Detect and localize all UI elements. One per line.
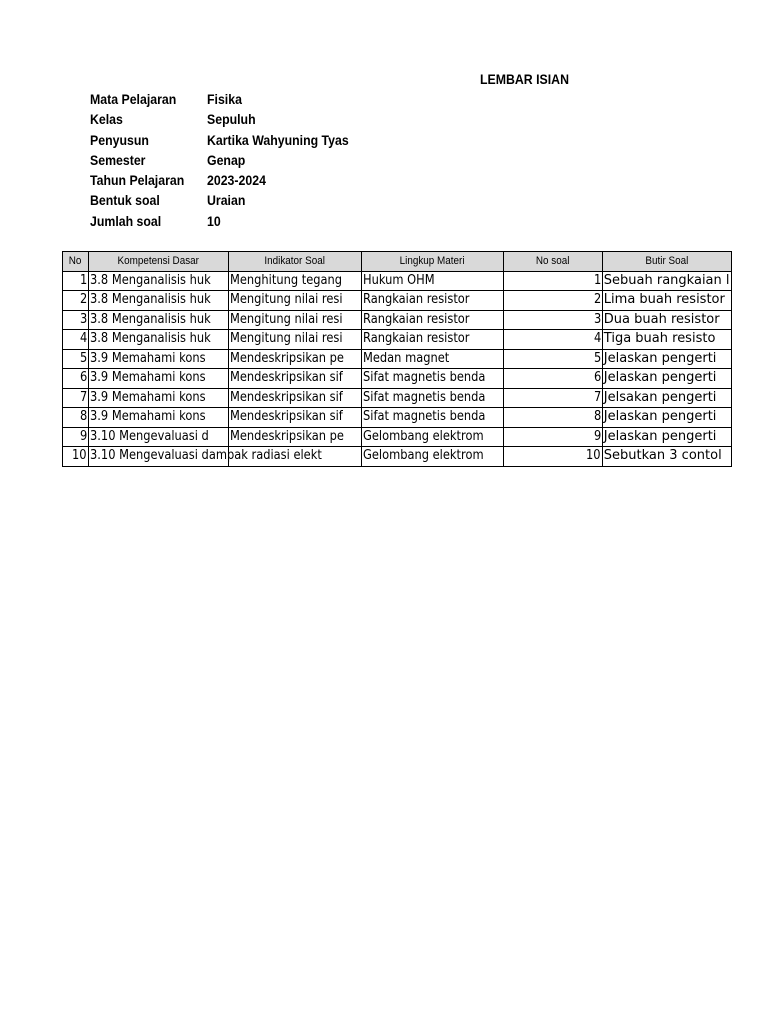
cell-kompetensi-dasar: 3.8 Menganalisis huk [89,271,229,291]
cell-butir-soal: Jelsakan pengerti [602,388,731,408]
table-row [63,271,732,291]
header-no-soal: No soal [503,252,602,272]
table-row [63,291,732,311]
header-kompetensi-dasar: Kompetensi Dasar [89,252,229,272]
meta-label: Jumlah soal [90,212,162,229]
cell-butir-soal: Jelaskan pengerti [602,408,731,428]
cell-kompetensi-dasar: 3.10 Mengevaluasi d [89,427,229,447]
header-indikator-soal: Indikator Soal [229,252,362,272]
cell-butir-soal: Sebuah rangkaian l [602,271,731,291]
cell-no: 8 [63,408,89,428]
cell-kompetensi-dasar: 3.10 Mengevaluasi dampak radiasi elekt [89,447,229,467]
cell-butir-soal: Sebutkan 3 contol [602,447,731,467]
meta-value: 2023-2024 [207,172,266,189]
cell-no-soal: 4 [503,330,602,350]
cell-lingkup-materi: Sifat magnetis benda [361,369,503,389]
meta-value: Sepuluh [207,111,256,128]
cell-butir-soal: Dua buah resistor [602,310,731,330]
cell-no: 3 [63,310,89,330]
cell-no-soal: 8 [503,408,602,428]
cell-no: 7 [63,388,89,408]
cell-lingkup-materi: Gelombang elektrom [361,427,503,447]
cell-no-soal: 3 [503,310,602,330]
cell-indikator-soal: Menghitung tegang [229,271,362,291]
table-row [63,310,732,330]
cell-no-soal: 7 [503,388,602,408]
meta-label: Mata Pelajaran [90,91,177,107]
cell-kompetensi-dasar: 3.8 Menganalisis huk [89,291,229,311]
cell-butir-soal: Tiga buah resisto [602,330,731,350]
cell-lingkup-materi: Medan magnet [361,349,503,369]
cell-no: 5 [63,349,89,369]
cell-no: 9 [63,427,89,447]
cell-indikator-soal: Mendeskripsikan sif [229,388,362,408]
cell-butir-soal: Lima buah resistor [602,291,731,311]
meta-label: Kelas [90,111,123,128]
cell-no: 1 [63,271,89,291]
cell-butir-soal: Jelaskan pengerti [602,369,731,389]
cell-lingkup-materi: Rangkaian resistor [361,291,503,311]
meta-value: Genap [207,151,246,168]
table-row [63,427,732,447]
header-lingkup-materi: Lingkup Materi [361,252,503,272]
header-no: No [63,252,89,272]
cell-lingkup-materi: Gelombang elektrom [361,447,503,467]
table-row [63,369,732,389]
cell-butir-soal: Jelaskan pengerti [602,349,731,369]
cell-lingkup-materi: Rangkaian resistor [361,330,503,350]
cell-butir-soal: Jelaskan pengerti [602,427,731,447]
header-butir-soal: Butir Soal [602,252,731,272]
meta-value: Uraian [207,192,246,209]
meta-label: Semester [90,151,146,168]
cell-lingkup-materi: Hukum OHM [361,271,503,291]
cell-kompetensi-dasar: 3.9 Memahami kons [89,388,229,408]
meta-label: Penyusun [90,131,149,148]
cell-indikator-soal: Mendeskripsikan sif [229,369,362,389]
meta-value: 10 [207,212,221,229]
question-table [62,251,732,467]
cell-no-soal: 5 [503,349,602,369]
table-row [63,330,732,350]
cell-no: 4 [63,330,89,350]
meta-label: Tahun Pelajaran [90,172,185,189]
meta-label: Bentuk soal [90,192,160,209]
cell-indikator-soal: Mengitung nilai resi [229,291,362,311]
table-header-row [63,252,732,272]
cell-lingkup-materi: Rangkaian resistor [361,310,503,330]
cell-indikator-soal: Mendeskripsikan pe [229,427,362,447]
cell-no: 6 [63,369,89,389]
cell-lingkup-materi: Sifat magnetis benda [361,388,503,408]
cell-no-soal: 9 [503,427,602,447]
cell-kompetensi-dasar: 3.9 Memahami kons [89,408,229,428]
cell-no-soal: 1 [503,271,602,291]
cell-no: 2 [63,291,89,311]
cell-kompetensi-dasar: 3.8 Menganalisis huk [89,330,229,350]
cell-kompetensi-dasar: 3.8 Menganalisis huk [89,310,229,330]
cell-no-soal: 2 [503,291,602,311]
cell-no-soal: 6 [503,369,602,389]
cell-no-soal: 10 [503,447,602,467]
table-row [63,388,732,408]
cell-indikator-soal: Mendeskripsikan sif [229,408,362,428]
cell-no: 10 [63,447,89,467]
meta-value: Fisika [207,91,242,107]
table-row [63,447,732,467]
cell-indikator-soal: Mengitung nilai resi [229,330,362,350]
table-row [63,349,732,369]
cell-indikator-soal: Mendeskripsikan pe [229,349,362,369]
table-row [63,408,732,428]
cell-kompetensi-dasar: 3.9 Memahami kons [89,349,229,369]
document-title: LEMBAR ISIAN [480,71,569,87]
meta-value: Kartika Wahyuning Tyas [207,131,349,148]
cell-lingkup-materi: Sifat magnetis benda [361,408,503,428]
cell-kompetensi-dasar: 3.9 Memahami kons [89,369,229,389]
cell-indikator-soal: Mengitung nilai resi [229,310,362,330]
